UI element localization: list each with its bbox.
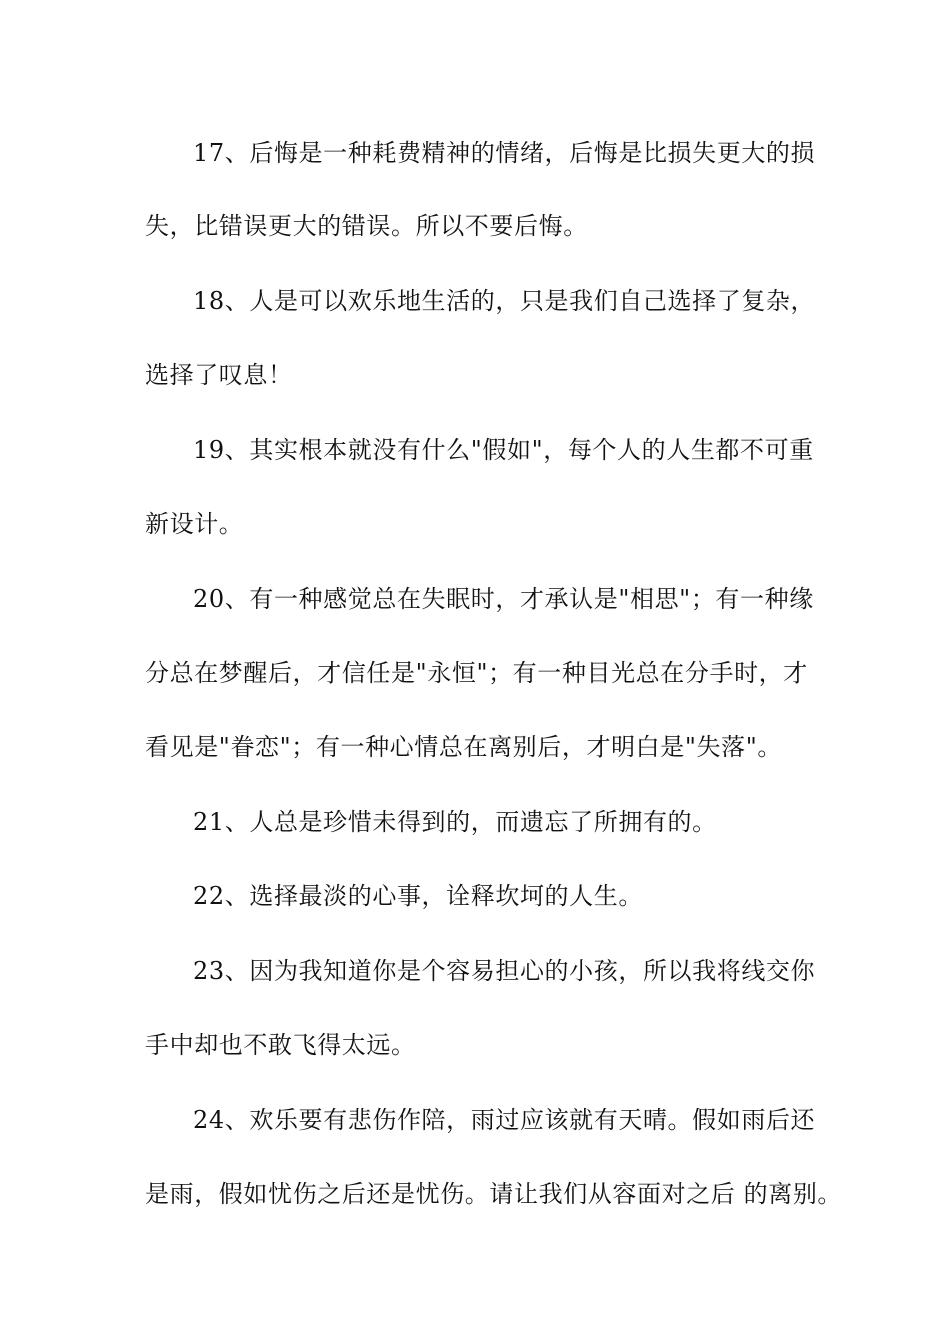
paragraph-22-line-1: 22、选择最淡的心事，诠释坎坷的人生。 (193, 882, 643, 910)
paragraph-20-line-1: 20、有一种感觉总在失眠时，才承认是"相思"；有一种缘 (193, 585, 814, 613)
paragraph-23-line-1: 23、因为我知道你是个容易担心的小孩，所以我将线交你 (193, 957, 816, 985)
paragraph-18-line-2: 选择了叹息！ (145, 361, 293, 389)
paragraph-18-line-1: 18、人是可以欢乐地生活的，只是我们自己选择了复杂， (193, 287, 816, 315)
paragraph-24-line-1: 24、欢乐要有悲伤作陪，雨过应该就有天晴。假如雨后还 (193, 1106, 816, 1134)
paragraph-20-line-3: 看见是"眷恋"；有一种心情总在离别后，才明白是"失落"。 (145, 733, 782, 761)
paragraph-17-line-2: 失，比错误更大的错误。所以不要后悔。 (145, 212, 588, 240)
paragraph-19-line-2: 新设计。 (145, 510, 244, 538)
paragraph-24-line-2: 是雨，假如忧伤之后还是忧伤。请让我们从容面对之后 的离别。 (145, 1180, 843, 1208)
paragraph-21-line-1: 21、人总是珍惜未得到的，而遗忘了所拥有的。 (193, 808, 717, 836)
paragraph-17-line-1: 17、后悔是一种耗费精神的情绪，后悔是比损失更大的损 (193, 139, 816, 167)
paragraph-19-line-1: 19、其实根本就没有什么"假如"，每个人的人生都不可重 (193, 436, 814, 464)
paragraph-20-line-2: 分总在梦醒后，才信任是"永恒"；有一种目光总在分手时，才 (145, 659, 808, 687)
paragraph-23-line-2: 手中却也不敢飞得太远。 (145, 1031, 416, 1059)
